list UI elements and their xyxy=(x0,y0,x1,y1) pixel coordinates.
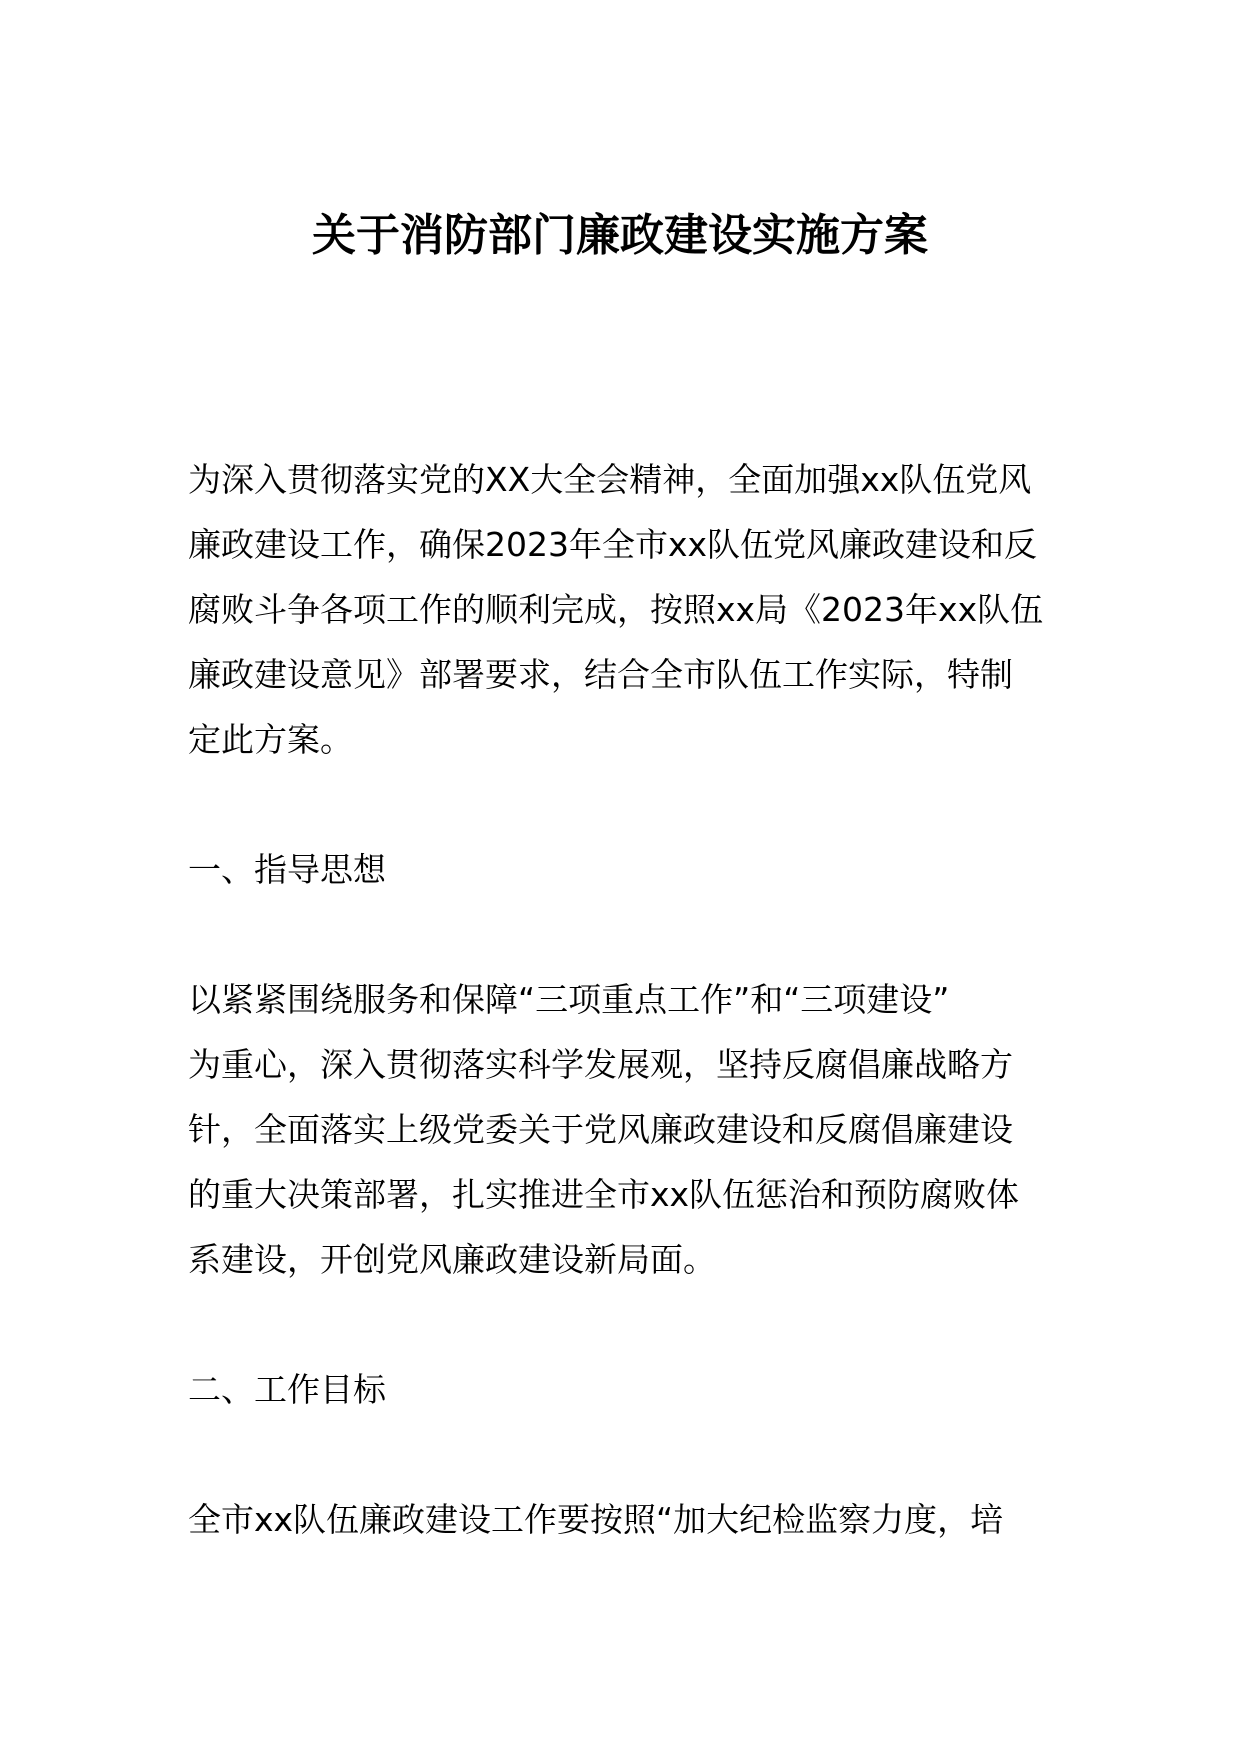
paragraph-line: 定此方案。 xyxy=(188,720,353,759)
intro-paragraph xyxy=(188,447,1063,772)
document-title: 关于消防部门廉政建设实施方案 xyxy=(312,210,928,261)
paragraph-line: 的重大决策部署，扎实推进全市xx队伍惩治和预防腐败体 xyxy=(188,1175,1020,1214)
paragraph-line: 为深入贯彻落实党的XX大全会精神，全面加强xx队伍党风 xyxy=(188,460,1032,499)
paragraph-line: 廉政建设工作，确保2023年全市xx队伍党风廉政建设和反 xyxy=(188,525,1038,564)
paragraph-line: 为重心，深入贯彻落实科学发展观，坚持反腐倡廉战略方 xyxy=(188,1045,1013,1084)
paragraph-line: 全市xx队伍廉政建设工作要按照“加大纪检监察力度，培 xyxy=(188,1500,1004,1539)
paragraph-line: 针，全面落实上级党委关于党风廉政建设和反腐倡廉建设 xyxy=(188,1110,1013,1149)
section-2-paragraph xyxy=(188,1487,1063,1552)
section-1-paragraph xyxy=(188,967,1063,1292)
section-heading-work-goals: 二、工作目标 xyxy=(188,1370,386,1409)
paragraph-line: 腐败斗争各项工作的顺利完成，按照xx局《2023年xx队伍 xyxy=(188,590,1044,629)
section-heading-guiding-ideology: 一、指导思想 xyxy=(188,850,386,889)
paragraph-line: 廉政建设意见》部署要求，结合全市队伍工作实际，特制 xyxy=(188,655,1013,694)
paragraph-line: 系建设，开创党风廉政建设新局面。 xyxy=(188,1240,716,1279)
paragraph-line: 以紧紧围绕服务和保障“三项重点工作”和“三项建设” xyxy=(188,980,950,1019)
